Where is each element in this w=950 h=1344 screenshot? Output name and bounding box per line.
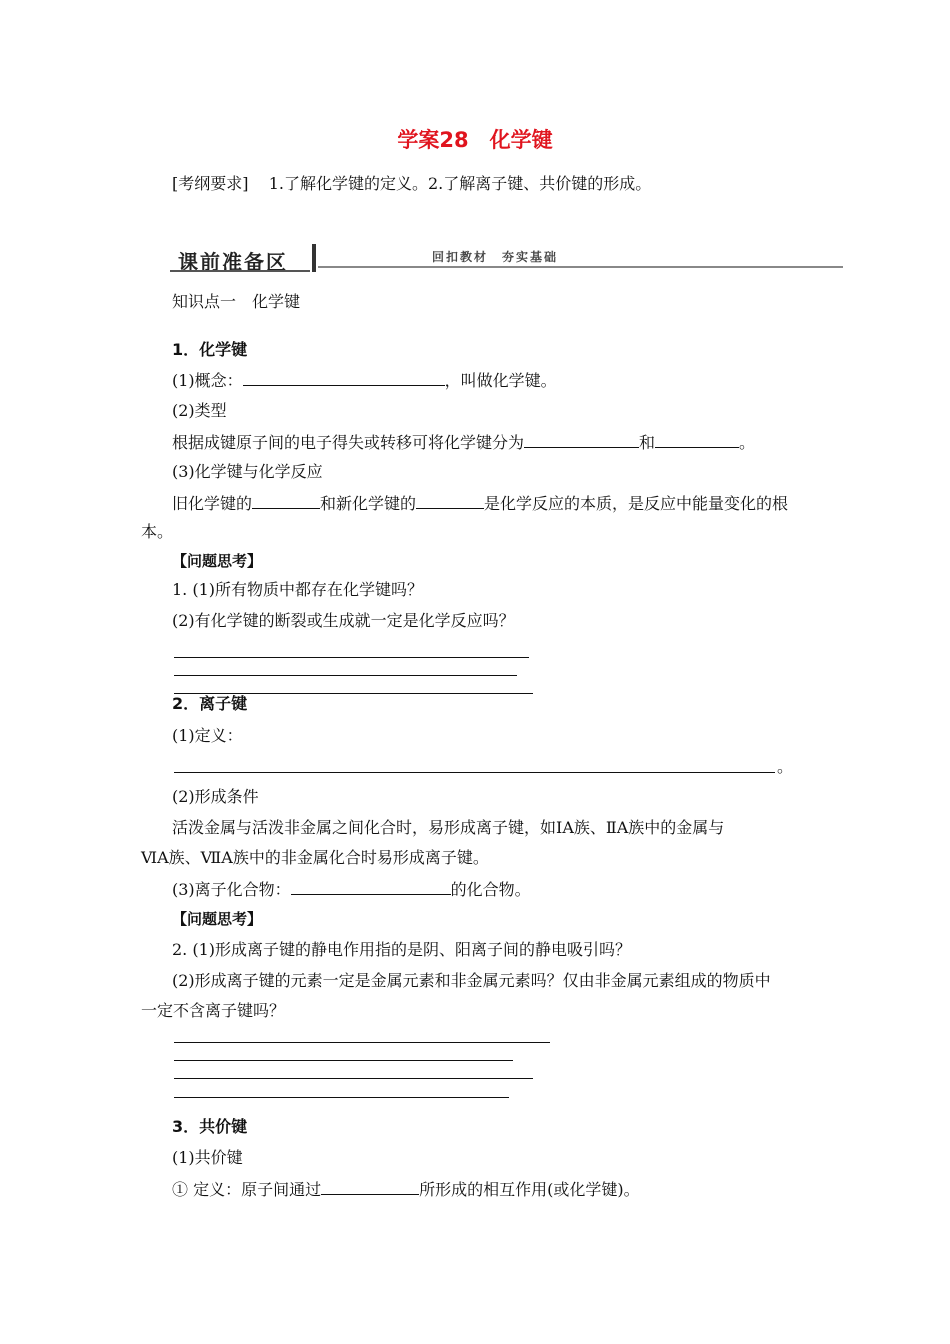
covalent-definition-blank[interactable] bbox=[321, 1179, 419, 1195]
exam-requirements bbox=[172, 174, 651, 194]
question-think-label-1: 【问题思考】 bbox=[172, 552, 263, 570]
concept-line bbox=[172, 370, 557, 391]
type-blank-1[interactable] bbox=[524, 432, 639, 448]
type-text-and: 和 bbox=[639, 433, 656, 452]
section-subtitle: 回扣教材 夯实基础 bbox=[432, 250, 559, 264]
ionic-compound-tail: 的化合物。 bbox=[450, 880, 531, 899]
question-1b: (2)有化学键的断裂或生成就一定是化学反应吗？ bbox=[172, 611, 515, 630]
section-rule bbox=[318, 266, 843, 268]
heading-ionic-bond: 2．离子键 bbox=[172, 694, 248, 713]
requirements-label: [考纲要求] bbox=[172, 174, 249, 193]
covalent-definition-tail: 所形成的相互作用(或化学键)。 bbox=[419, 1180, 640, 1199]
concept-tail: ，叫做化学键。 bbox=[444, 371, 557, 390]
reaction-blank-2[interactable] bbox=[416, 493, 484, 509]
concept-label: (1)概念： bbox=[172, 371, 243, 390]
answer-line[interactable] bbox=[174, 675, 517, 676]
ionic-compound-line bbox=[172, 879, 531, 900]
concept-blank[interactable] bbox=[243, 370, 445, 386]
ionic-definition-end: 。 bbox=[777, 757, 794, 776]
reaction-text-1: 旧化学键的 bbox=[172, 494, 253, 513]
knowledge-point-heading: 知识点一 化学键 bbox=[172, 292, 301, 311]
heading-covalent-bond: 3．共价键 bbox=[172, 1117, 248, 1136]
ionic-condition-text: 活泼金属与活泼非金属之间化合时，易形成离子键，如ⅠA族、ⅡA族中的金属与 bbox=[172, 818, 725, 837]
reaction-blank-1[interactable] bbox=[252, 493, 320, 509]
covalent-definition-label: ① 定义：原子间通过 bbox=[172, 1180, 322, 1199]
answer-line[interactable] bbox=[174, 1097, 509, 1098]
section-underline bbox=[170, 270, 310, 272]
question-think-label-2: 【问题思考】 bbox=[172, 910, 263, 928]
ionic-compound-label: (3)离子化合物： bbox=[172, 880, 291, 899]
question-2b: (2)形成离子键的元素一定是金属元素和非金属元素吗？仅由非金属元素组成的物质中 bbox=[172, 971, 771, 990]
answer-line[interactable] bbox=[174, 1042, 550, 1043]
ionic-condition-heading: (2)形成条件 bbox=[172, 787, 259, 806]
question-1a: 1. (1)所有物质中都存在化学键吗？ bbox=[172, 580, 424, 599]
ionic-definition-label: (1)定义： bbox=[172, 726, 243, 745]
reaction-text-3: 是化学反应的本质，是反应中能量变化的根 bbox=[484, 494, 789, 513]
ionic-definition-blank[interactable] bbox=[174, 772, 775, 773]
ionic-compound-blank[interactable] bbox=[291, 879, 451, 895]
reaction-continuation: 本。 bbox=[141, 522, 174, 541]
type-heading: (2)类型 bbox=[172, 401, 227, 420]
ionic-condition-continuation: ⅥA族、ⅦA族中的非金属化合时易形成离子键。 bbox=[141, 848, 489, 867]
reaction-text-2: 和新化学键的 bbox=[320, 494, 417, 513]
section-title: 课前准备区 bbox=[178, 250, 288, 274]
answer-line[interactable] bbox=[174, 1060, 513, 1061]
question-2b-continuation: 一定不含离子键吗？ bbox=[141, 1001, 286, 1020]
question-2a: 2. (1)形成离子键的静电作用指的是阴、阳离子间的静电吸引吗？ bbox=[172, 940, 632, 959]
section-divider bbox=[312, 244, 316, 272]
type-line bbox=[172, 432, 755, 453]
section-banner bbox=[170, 240, 850, 276]
type-blank-2[interactable] bbox=[655, 432, 739, 448]
type-text: 根据成键原子间的电子得失或转移可将化学键分为 bbox=[172, 433, 525, 452]
reaction-heading: (3)化学键与化学反应 bbox=[172, 462, 323, 481]
requirements-text: 1.了解化学键的定义。2.了解离子键、共价键的形成。 bbox=[268, 174, 652, 193]
type-text-end: 。 bbox=[739, 433, 756, 452]
covalent-heading: (1)共价键 bbox=[172, 1148, 243, 1167]
answer-line[interactable] bbox=[174, 1078, 533, 1079]
heading-chemical-bond: 1．化学键 bbox=[172, 340, 248, 359]
covalent-definition-line bbox=[172, 1179, 640, 1200]
page-title: 学案28 化学键 bbox=[397, 128, 553, 152]
reaction-line bbox=[172, 493, 788, 514]
answer-line[interactable] bbox=[174, 657, 529, 658]
